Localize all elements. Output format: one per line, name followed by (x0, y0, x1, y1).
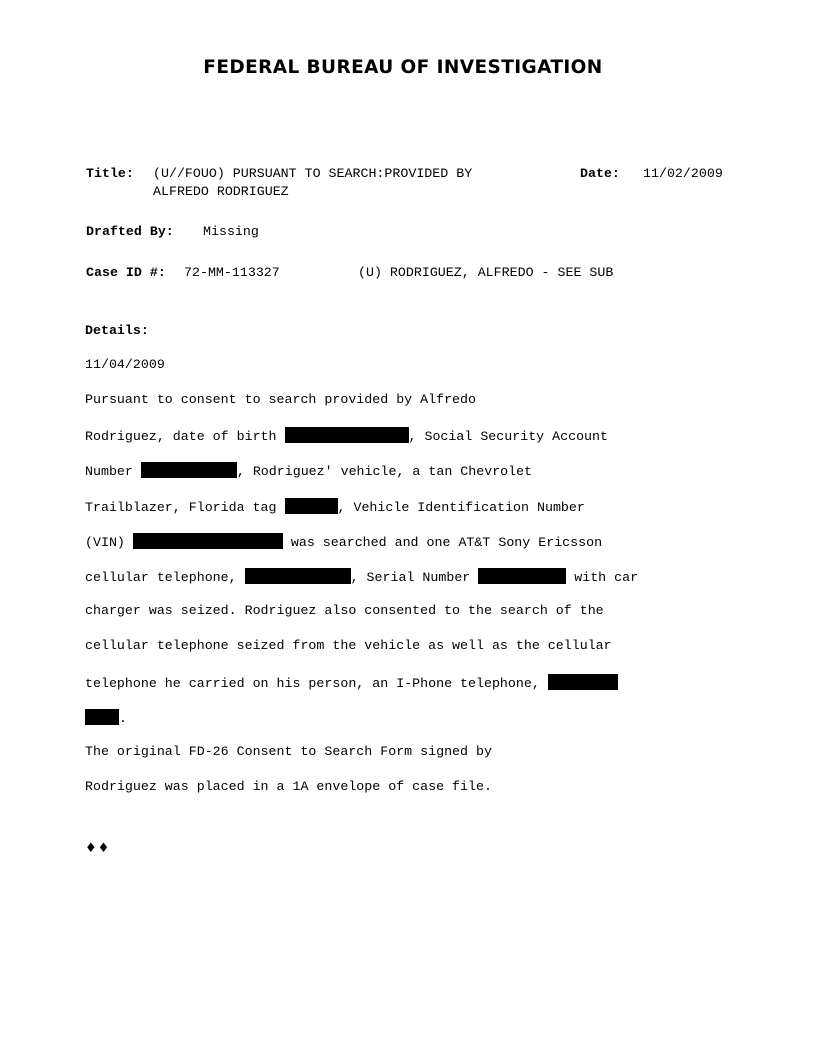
body-text: . (119, 711, 127, 726)
body-text: (VIN) (85, 535, 133, 550)
redaction-block (548, 674, 618, 690)
body-text: Rodriguez, date of birth (85, 429, 285, 444)
body-text: , Serial Number (350, 570, 479, 585)
body-text: telephone he carried on his person, an I-Phone telephone, (85, 676, 548, 691)
redaction-block (478, 568, 566, 584)
case-id-label: Case ID #: (86, 265, 166, 280)
body-line (85, 779, 492, 795)
redaction-block (285, 498, 338, 514)
title-value-line2: ALFREDO RODRIGUEZ (153, 184, 289, 199)
agency-header: FEDERAL BUREAU OF INVESTIGATION (203, 57, 603, 78)
body-line (85, 603, 604, 619)
body-text: , Rodriguez' vehicle, a tan Chevrolet (236, 464, 533, 479)
details-date: 11/04/2009 (85, 357, 165, 372)
redaction-block (285, 427, 409, 443)
body-text: Rodriguez was placed in a 1A envelope of case file. (85, 779, 492, 794)
body-line (85, 533, 602, 551)
body-text: , Vehicle Identification Number (337, 500, 585, 515)
title-label: Title: (86, 166, 134, 181)
drafted-by-label: Drafted By: (86, 224, 174, 239)
body-line (85, 392, 476, 408)
body-line (85, 744, 492, 760)
body-text: with car (566, 570, 639, 585)
body-text: , Social Security Account (408, 429, 608, 444)
redaction-block (141, 462, 237, 478)
case-id-value: 72-MM-113327 (184, 265, 280, 280)
date-value: 11/02/2009 (643, 166, 723, 181)
body-text: cellular telephone, (85, 570, 245, 585)
drafted-by-value: Missing (203, 224, 259, 239)
date-label: Date: (580, 166, 620, 181)
body-text: charger was seized. Rodriguez also consented to the search of the (85, 603, 604, 618)
body-text: Trailblazer, Florida tag (85, 500, 285, 515)
body-text: Number (85, 464, 141, 479)
redaction-block (133, 533, 283, 549)
title-value-line1: (U//FOUO) PURSUANT TO SEARCH:PROVIDED BY (153, 166, 473, 181)
details-label: Details: (85, 323, 149, 338)
body-line (85, 498, 585, 516)
case-caption: (U) RODRIGUEZ, ALFREDO - SEE SUB (358, 265, 614, 280)
body-text: cellular telephone seized from the vehicle as well as the cellular (85, 638, 612, 653)
redaction-block (85, 709, 119, 725)
redaction-block (245, 568, 351, 584)
end-of-document-marks: ♦♦ (85, 841, 111, 856)
body-line (85, 568, 638, 586)
body-line (85, 709, 127, 727)
body-text: was searched and one AT&T Sony Ericsson (282, 535, 603, 550)
title-field (86, 166, 134, 182)
body-line (85, 427, 608, 445)
body-line (85, 462, 532, 480)
body-text: The original FD-26 Consent to Search Form signed by (85, 744, 492, 759)
body-text: Pursuant to consent to search provided by Alfredo (85, 392, 476, 407)
body-line (85, 674, 618, 692)
body-line (85, 638, 612, 654)
